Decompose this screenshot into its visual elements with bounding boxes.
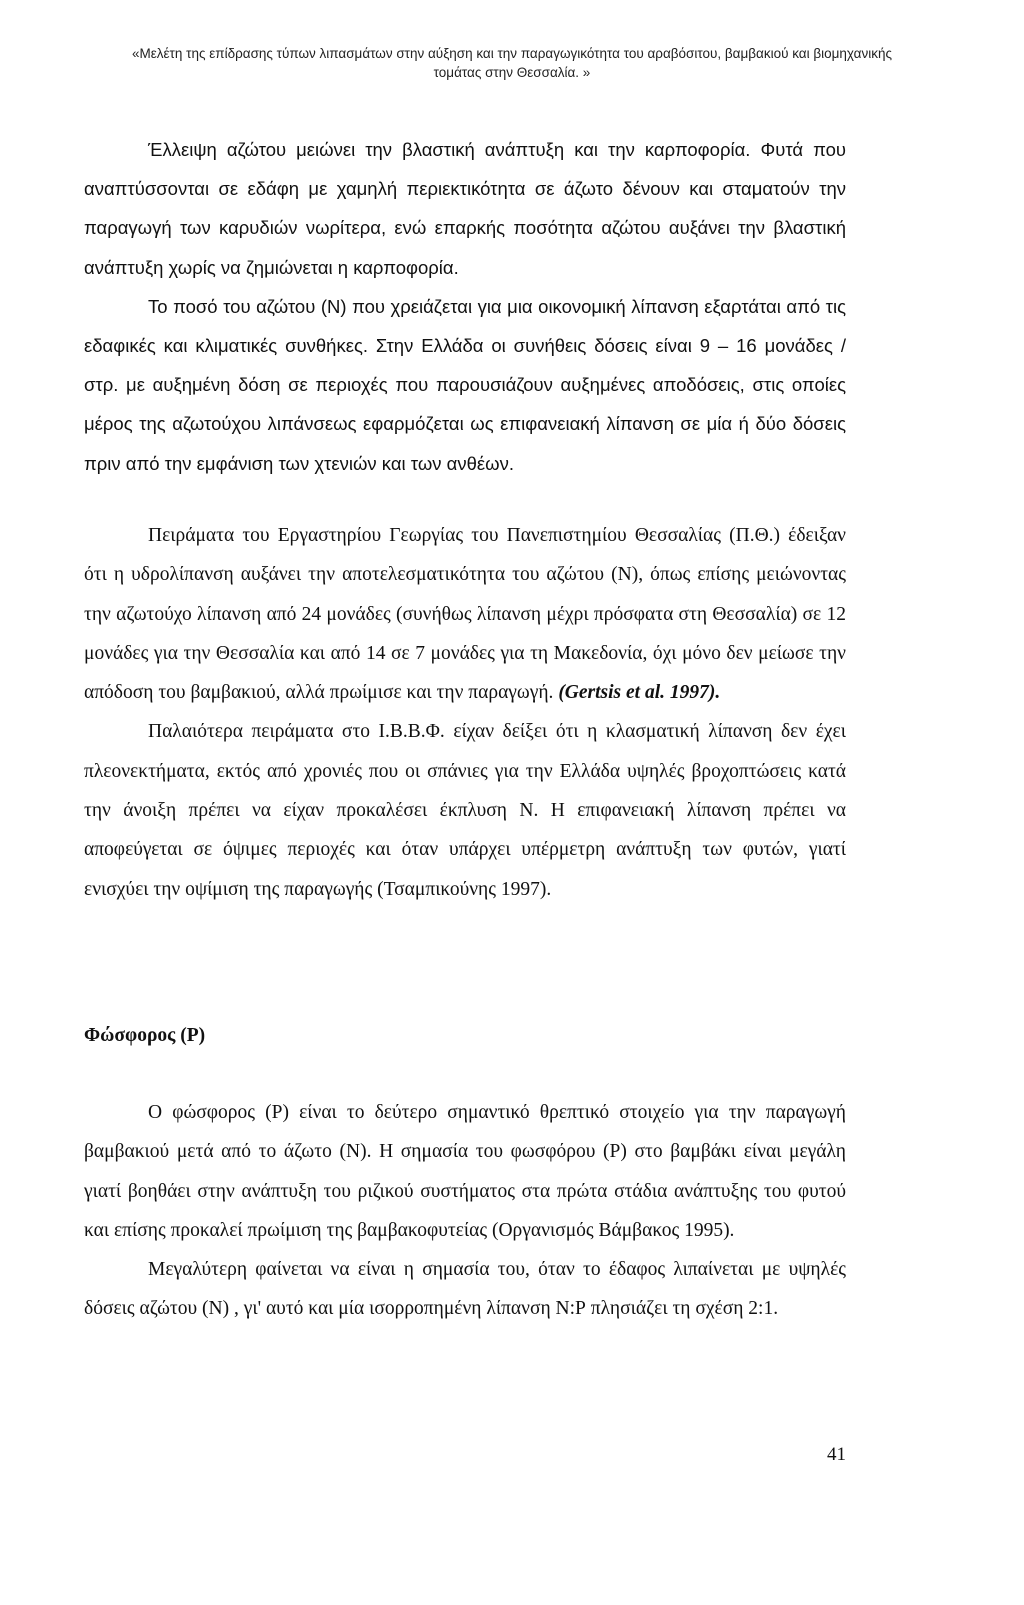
phosphorus-paragraph-1: Ο φώσφορος (Ρ) είναι το δεύτερο σημαντικό θρεπτικό στοιχείο για την παραγωγή βαμβακιού μετά από το άζωτο (Ν). Η σημασία του φωσφόρου (Ρ) στο βαμβάκι είναι μεγάλη γιατί βοηθάει στην ανάπτυξη του ριζικού συστήματος στα πρώτα στάδια ανάπτυξης του φυτού και επίσης προκαλεί πρωίμιση της βαμβακοφυτείας (Οργανισμός Βάμβακος 1995). bbox=[84, 1102, 846, 1241]
citation-gertsis: (Gertsis et al. 1997). bbox=[558, 682, 721, 704]
running-header-line-2: τομάτας στην Θεσσαλία. » bbox=[433, 65, 591, 80]
page-number: 41 bbox=[827, 1444, 846, 1465]
nitrogen-paragraph-2: Το ποσό του αζώτου (Ν) που χρειάζεται για μια οικονομική λίπανση εξαρτάται από τις εδαφικές και κλιματικές συνθήκες. Στην Ελλάδα οι συνήθεις δόσεις είναι 9 – 16 μονάδες / στρ. με αυξημένη δόση σε περιοχές που παρουσιάζουν αυξημένες αποδόσεις, στις οποίες μέρος της αζωτούχου λιπάνσεως εφαρμόζεται ως επιφανειακή λίπανση σε μία ή δύο δόσεις πριν από την εμφάνιση των χτενιών και των ανθέων. bbox=[84, 295, 846, 474]
phosphorus-heading: Φώσφορος (Ρ) bbox=[84, 1025, 206, 1046]
nitrogen-paragraph-group-1 bbox=[84, 130, 846, 483]
nitrogen-paragraph-4: Παλαιότερα πειράματα στο Ι.Β.Β.Φ. είχαν δείξει ότι η κλασματική λίπανση δεν έχει πλεονεκτήματα, εκτός από χρονιές που οι σπάνιες για την Ελλάδα υψηλές βροχοπτώσεις κατά την άνοιξη πρέπει να είχαν προκαλέσει έκπλυση Ν. Η επιφανειακή λίπανση πρέπει να αποφεύγεται σε όψιμες περιοχές και όταν υπάρχει υπέρμετρη ανάπτυξη των φυτών, γιατί ενισχύει την οψίμιση της παραγωγής (Τσαμπικούνης 1997). bbox=[84, 721, 846, 900]
nitrogen-paragraph-3 bbox=[84, 516, 846, 712]
running-header-line-1: «Μελέτη της επίδρασης τύπων λιπασμάτων στην αύξηση και την παραγωγικότητα του αραβόσιτου, βαμβακιού και βιομηχανικής bbox=[132, 46, 892, 61]
running-header bbox=[60, 44, 964, 82]
phosphorus-paragraph-2: Μεγαλύτερη φαίνεται να είναι η σημασία του, όταν το έδαφος λιπαίνεται με υψηλές δόσεις αζώτου (Ν) , γι' αυτό και μία ισορροπημένη λίπανση Ν:Ρ πλησιάζει τη σχέση 2:1. bbox=[84, 1259, 846, 1320]
nitrogen-paragraph-1: Έλλειψη αζώτου μειώνει την βλαστική ανάπτυξη και την καρποφορία. Φυτά που αναπτύσσονται σε εδάφη με χαμηλή περιεκτικότητα σε άζωτο δένουν και σταματούν την παραγωγή των καρυδιών νωρίτερα, ενώ επαρκής ποσότητα αζώτου αυξάνει την βλαστική ανάπτυξη χωρίς να ζημιώνεται η καρποφορία. bbox=[84, 139, 846, 278]
nitrogen-paragraph-3-text: Πειράματα του Εργαστηρίου Γεωργίας του Πανεπιστημίου Θεσσαλίας (Π.Θ.) έδειξαν ότι η υδρολίπανση αυξάνει την αποτελεσματικότητα του αζώτου (Ν), όπως επίσης μειώνοντας την αζωτούχο λίπανση από 24 μονάδες (συνήθως λίπανση μέχρι πρόσφατα στη Θεσσαλία) σε 12 μονάδες για την Θεσσαλία και από 14 σε 7 μονάδες για τη Μακεδονία, όχι μόνο δεν μείωσε την απόδοση του βαμβακιού, αλλά πρωίμισε και την παραγωγή. bbox=[84, 525, 846, 704]
nitrogen-paragraph-group-2 bbox=[84, 516, 846, 909]
phosphorus-paragraph-group bbox=[84, 1093, 846, 1329]
